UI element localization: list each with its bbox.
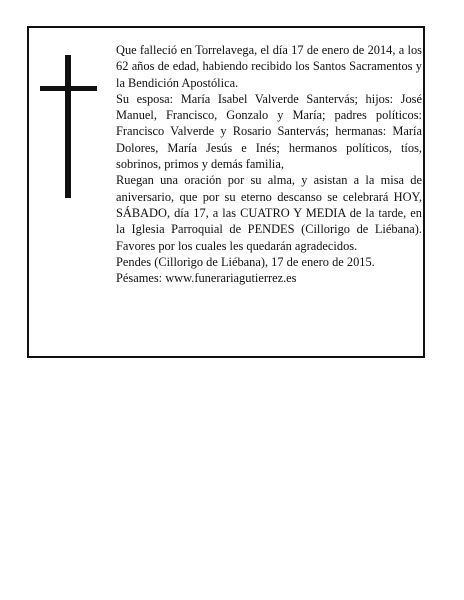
notice-paragraph-family: Su esposa: María Isabel Valverde Santervás; hijos: José Manuel, Francisco, Gonzalo y María; padres políticos: Francisco Valverde y Rosario Santervás; hermanas: María Dolores, María Jesús e Inés; hermanos políticos, tíos, sobrinos, primos y demás familia, [116,91,422,172]
cross-icon [29,28,109,228]
obituary-notice [27,26,425,358]
notice-paragraph-condolences: Pésames: www.funerariagutierrez.es [116,271,297,286]
notice-text [116,42,422,286]
notice-paragraph-mass: Ruegan una oración por su alma, y asistan a la misa de aniversario, que por su eterno descanso se celebrará HOY, SÁBADO, día 17, a las CUATRO Y MEDIA de la tarde, en la Iglesia Parroquial de PENDES (Cillorigo de Liébana). Favores por los cuales les quedarán agradecidos. [116,173,422,253]
cross-horizontal-bar [40,86,97,91]
notice-paragraph-place-date: Pendes (Cillorigo de Liébana), 17 de enero de 2015. [116,254,375,269]
notice-paragraph-death: Que falleció en Torrelavega, el día 17 de enero de 2014, a los 62 años de edad, habiendo recibido los Santos Sacramentos y la Bendición Apostólica. [116,43,422,90]
cross-vertical-bar [65,55,71,198]
